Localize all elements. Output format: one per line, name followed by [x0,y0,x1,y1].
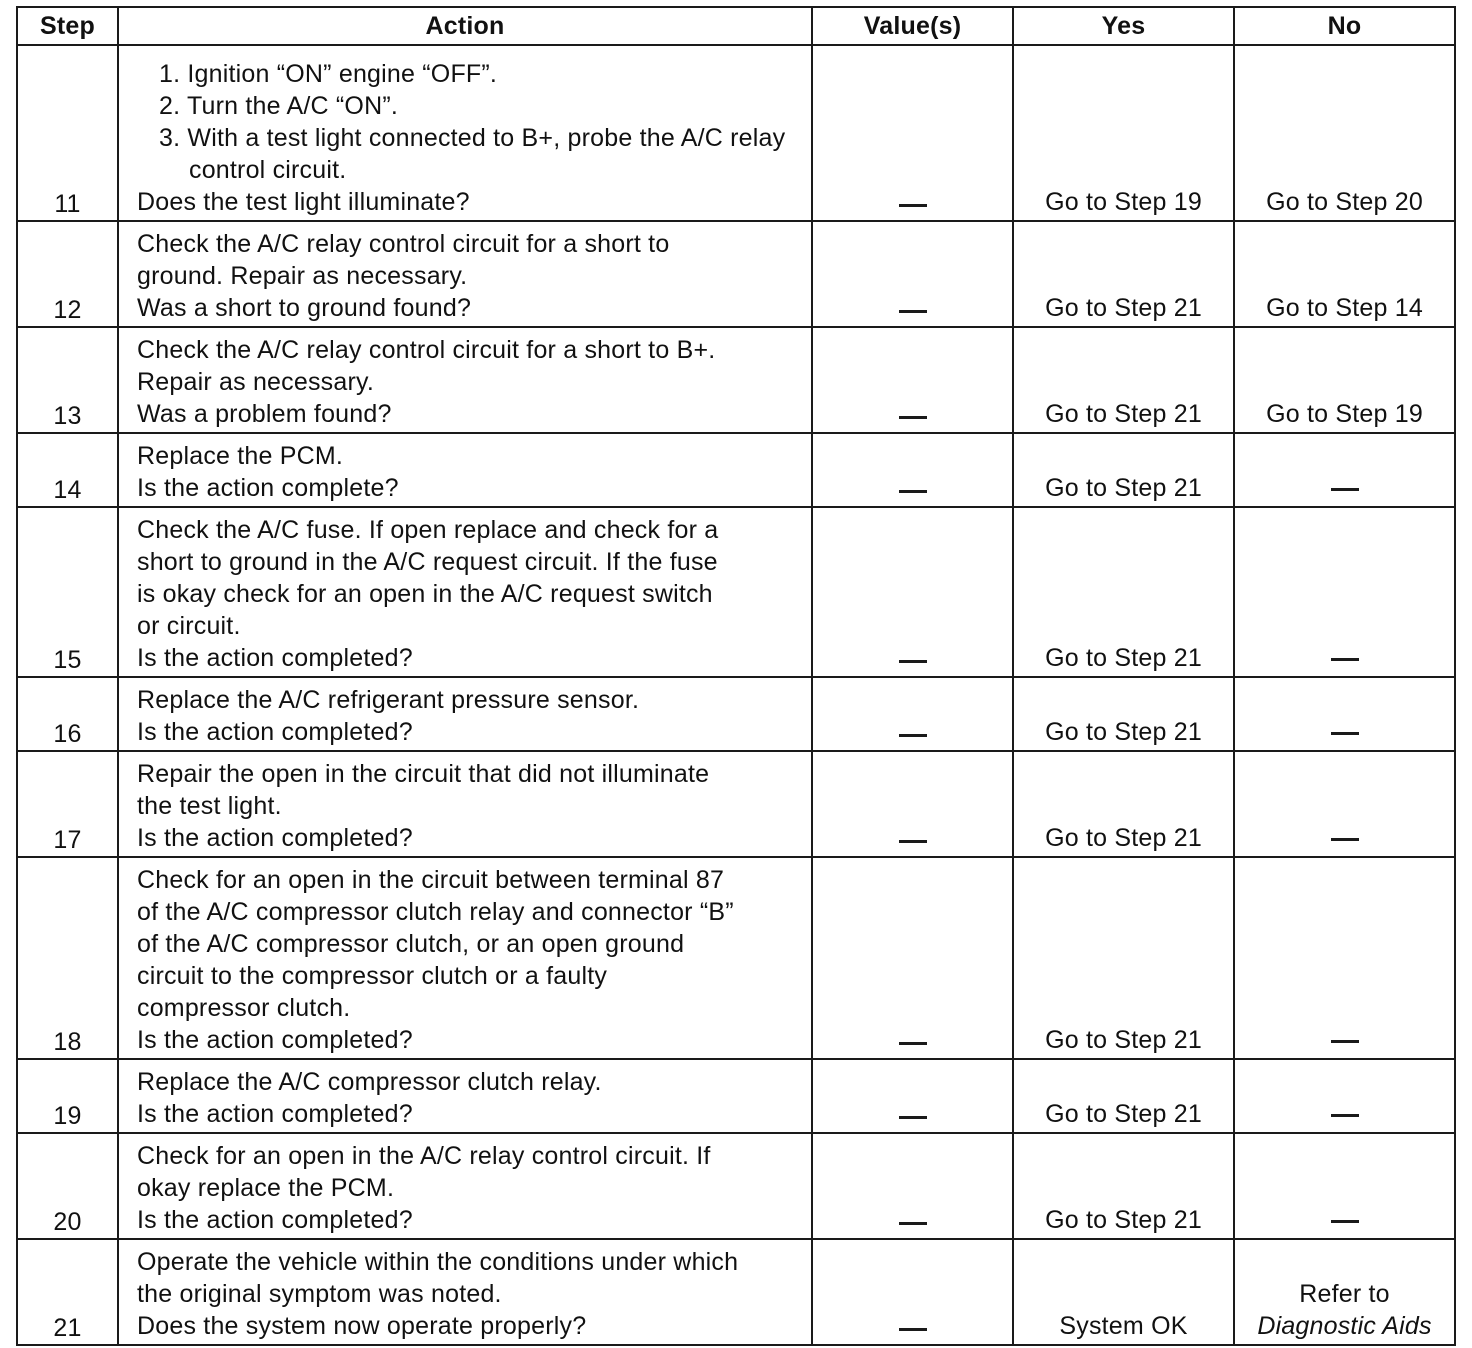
action-text-line: ground. Repair as necessary. [137,262,468,290]
table-row [17,507,1455,677]
action-text-line: Check for an open in the circuit between terminal 87 [137,866,725,894]
step-number-cell: 15 [17,507,118,677]
action-cell [118,1133,812,1239]
action-text-line: Check the A/C relay control circuit for a short to B+. [137,336,716,364]
header-values: Value(s) [812,7,1013,45]
action-question: Is the action completed? [137,718,413,746]
action-text-line: or circuit. [137,612,241,640]
value-dash-mark [899,734,927,737]
diagnostic-aids-reference: Diagnostic Aids [1257,1312,1432,1340]
action-cell [118,45,812,221]
step-number-cell: 16 [17,677,118,751]
action-question: Is the action completed? [137,1206,413,1234]
no-dash-mark [1331,732,1359,735]
yes-cell: System OK [1013,1239,1234,1345]
action-question: Is the action completed? [137,824,413,852]
action-text-line: the test light. [137,792,282,820]
table-row [17,45,1455,221]
step-number-cell: 21 [17,1239,118,1345]
value-dash-mark [899,490,927,493]
action-question: Is the action completed? [137,1100,413,1128]
value-cell [812,433,1013,507]
header-no: No [1234,7,1455,45]
value-dash-mark [899,1222,927,1225]
value-dash-mark [899,1116,927,1119]
action-text-line: circuit to the compressor clutch or a faulty [137,962,608,990]
action-text-line: Repair as necessary. [137,368,374,396]
value-dash-mark [899,660,927,663]
no-dash-mark [1331,1220,1359,1223]
no-cell [1234,677,1455,751]
diagnostic-table [16,6,1456,1346]
action-cell [118,1059,812,1133]
value-cell [812,1239,1013,1345]
table-row [17,221,1455,327]
action-cell [118,507,812,677]
yes-cell: Go to Step 21 [1013,677,1234,751]
no-cell [1234,433,1455,507]
value-dash-mark [899,840,927,843]
action-question: Does the test light illuminate? [137,188,470,216]
value-dash-mark [899,416,927,419]
action-cell [118,857,812,1059]
no-cell: Go to Step 19 [1234,327,1455,433]
action-text-line: Check for an open in the A/C relay control circuit. If [137,1142,711,1170]
no-dash-mark [1331,1114,1359,1117]
no-cell [1234,507,1455,677]
action-text-line: of the A/C compressor clutch relay and connector “B” [137,898,734,926]
action-text-line: Check the A/C fuse. If open replace and check for a [137,516,719,544]
value-dash-mark [899,1042,927,1045]
table-row [17,1239,1455,1345]
table-row [17,327,1455,433]
table-row [17,1059,1455,1133]
yes-cell: Go to Step 21 [1013,433,1234,507]
action-text-line: the original symptom was noted. [137,1280,502,1308]
step-number-cell: 13 [17,327,118,433]
action-text-line: Replace the A/C compressor clutch relay. [137,1068,602,1096]
step-number-cell: 12 [17,221,118,327]
action-text-line: is okay check for an open in the A/C request switch [137,580,713,608]
action-cell [118,1239,812,1345]
step-number-cell: 11 [17,45,118,221]
yes-cell: Go to Step 21 [1013,327,1234,433]
action-cell [118,433,812,507]
table-row [17,1133,1455,1239]
action-text-line: Replace the PCM. [137,442,344,470]
value-cell [812,327,1013,433]
table-row [17,857,1455,1059]
value-cell [812,751,1013,857]
action-cell [118,221,812,327]
step-number-cell: 17 [17,751,118,857]
action-question: Does the system now operate properly? [137,1312,587,1340]
action-question: Is the action completed? [137,1026,413,1054]
step-number-cell: 19 [17,1059,118,1133]
action-text-line: Repair the open in the circuit that did not illuminate [137,760,710,788]
yes-cell: Go to Step 21 [1013,751,1234,857]
no-dash-mark [1331,658,1359,661]
table-row [17,677,1455,751]
no-dash-mark [1331,1040,1359,1043]
action-step-item: 1. Ignition “ON” engine “OFF”. [159,60,498,88]
action-step-item: 2. Turn the A/C “ON”. [159,92,399,120]
action-text-line: Check the A/C relay control circuit for a short to [137,230,670,258]
value-dash-mark [899,310,927,313]
step-number-cell: 14 [17,433,118,507]
no-cell [1234,751,1455,857]
action-cell [118,677,812,751]
no-cell: Go to Step 14 [1234,221,1455,327]
no-cell [1234,1239,1455,1345]
value-cell [812,1059,1013,1133]
table-body [17,45,1455,1345]
table-row [17,751,1455,857]
action-text-line: Operate the vehicle within the conditions under which [137,1248,739,1276]
value-cell [812,857,1013,1059]
action-question: Is the action complete? [137,474,399,502]
action-text-line: Replace the A/C refrigerant pressure sensor. [137,686,640,714]
action-text-line: okay replace the PCM. [137,1174,395,1202]
value-dash-mark [899,1328,927,1331]
action-text-line: of the A/C compressor clutch, or an open ground [137,930,685,958]
value-cell [812,221,1013,327]
table-row [17,433,1455,507]
value-dash-mark [899,204,927,207]
refer-to-text: Refer to [1299,1280,1390,1308]
value-cell [812,507,1013,677]
no-cell: Go to Step 20 [1234,45,1455,221]
value-cell [812,1133,1013,1239]
table-header-row [17,7,1455,45]
header-yes: Yes [1013,7,1234,45]
step-number-cell: 18 [17,857,118,1059]
no-dash-mark [1331,488,1359,491]
header-step: Step [17,7,118,45]
yes-cell: Go to Step 21 [1013,857,1234,1059]
no-cell [1234,1059,1455,1133]
action-cell [118,327,812,433]
no-dash-mark [1331,838,1359,841]
action-question: Is the action completed? [137,644,413,672]
yes-cell: Go to Step 21 [1013,221,1234,327]
action-step-item: 3. With a test light connected to B+, probe the A/C relay control circuit. [159,124,786,184]
action-question: Was a short to ground found? [137,294,472,322]
action-text-line: short to ground in the A/C request circuit. If the fuse [137,548,718,576]
action-question: Was a problem found? [137,400,392,428]
yes-cell: Go to Step 21 [1013,1059,1234,1133]
no-cell [1234,857,1455,1059]
value-cell [812,45,1013,221]
step-number-cell: 20 [17,1133,118,1239]
no-cell [1234,1133,1455,1239]
yes-cell: Go to Step 21 [1013,1133,1234,1239]
yes-cell: Go to Step 21 [1013,507,1234,677]
header-action: Action [118,7,812,45]
yes-cell: Go to Step 19 [1013,45,1234,221]
value-cell [812,677,1013,751]
action-text-line: compressor clutch. [137,994,351,1022]
action-cell [118,751,812,857]
